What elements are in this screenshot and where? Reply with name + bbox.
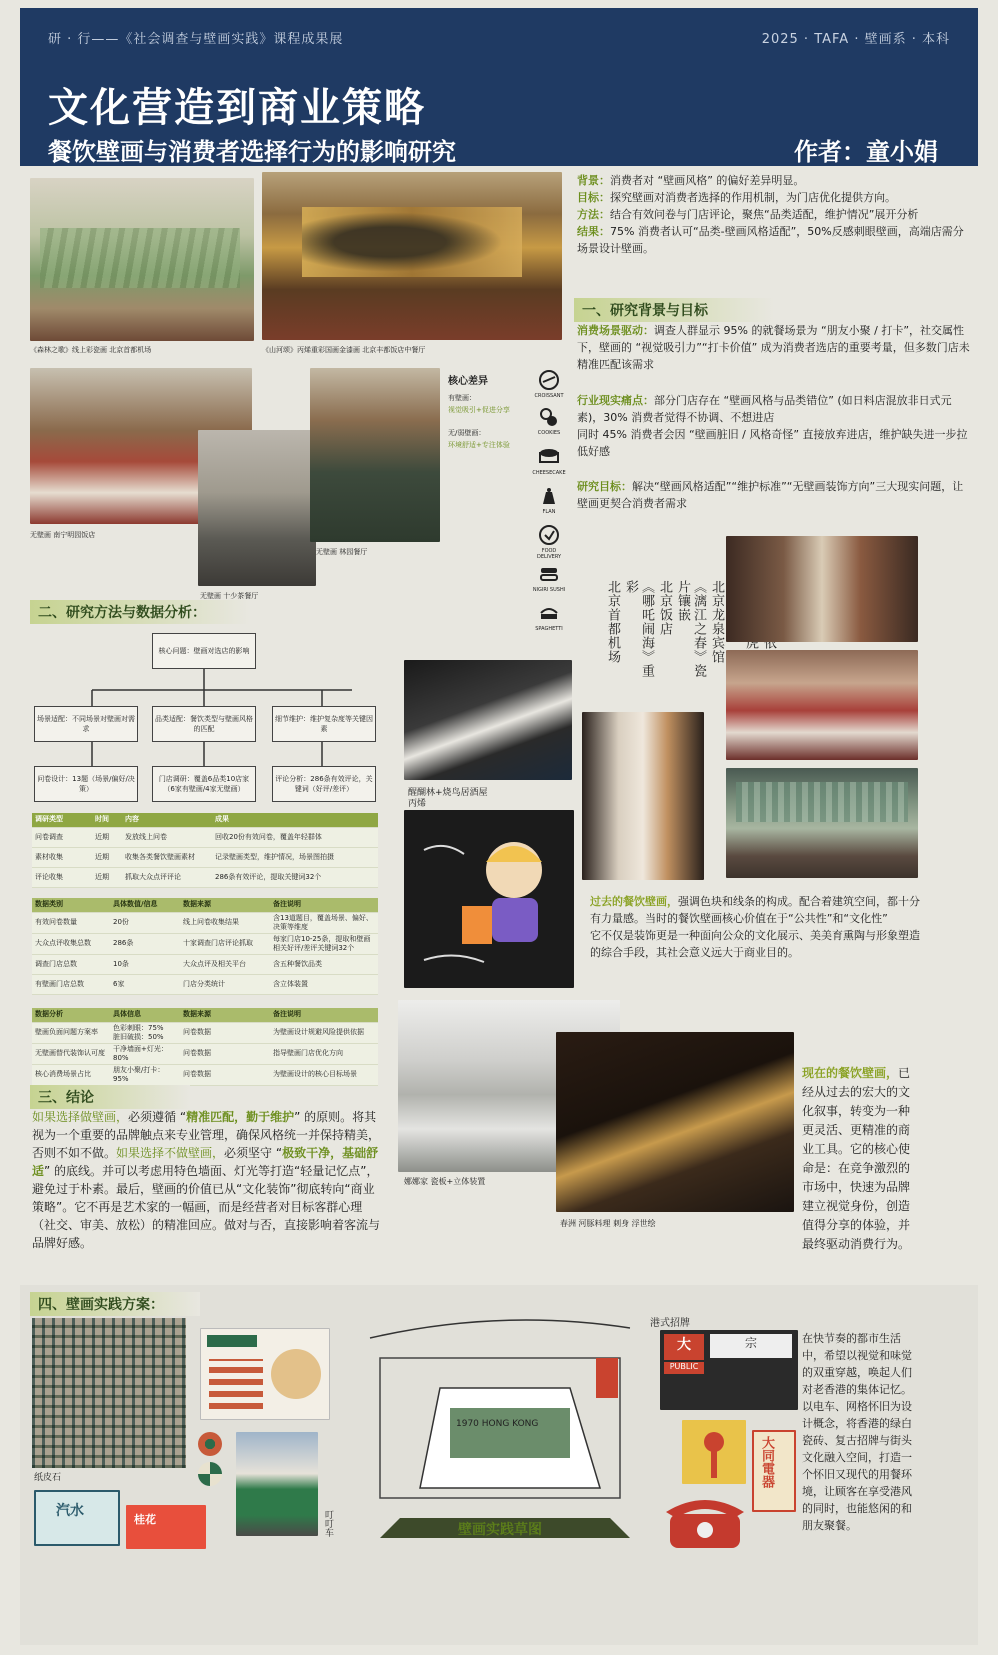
table-header: 数据分析 — [32, 1008, 110, 1022]
vcap-line: 北京龙泉宾馆 — [709, 580, 724, 664]
food-delivery-icon — [537, 523, 561, 547]
cookies-icon — [537, 405, 561, 429]
icon-label: NIGIRI SUSHI — [532, 587, 566, 593]
table-cell: 壁画负面问题方案率 — [32, 1022, 110, 1043]
conclusion-hl: 如果选择做壁画， — [32, 1110, 129, 1124]
flow-node: 场景适配：不同场景对壁画对需求 — [34, 706, 138, 742]
conclusion-hl: 精准匹配，勤于维护 — [186, 1110, 295, 1124]
photo-tiger-mural — [726, 536, 918, 642]
core-diff-without-label: 无/弱壁画： — [448, 429, 486, 437]
pattern-dot — [198, 1432, 222, 1456]
table-cell: 20份 — [110, 912, 180, 933]
vcap-line: 《漓江之春》瓷片镶嵌 — [675, 580, 706, 678]
photo-caption: 《森林之歌》线上彩瓷画 北京首都机场 — [30, 346, 152, 354]
section4-title: 四、壁画实践方案： — [30, 1292, 200, 1316]
table-header: 备注说明 — [270, 1008, 378, 1022]
photo-caption: 娜娜家 瓷板+立体装置 — [404, 1177, 486, 1186]
icon-label: FOOD DELIVERY — [536, 548, 562, 560]
table-cell: 色彩刺眼：75% 脏旧破损：50% — [110, 1022, 180, 1043]
section1-p2 — [577, 392, 973, 460]
section1-p3 — [577, 478, 973, 512]
table-row — [32, 867, 378, 887]
intro-block — [577, 172, 973, 257]
past-mural-text — [590, 893, 920, 961]
section3-title: 三、结论 — [30, 1085, 190, 1109]
table-header: 成果 — [212, 813, 378, 827]
photo-chalk-mural — [404, 810, 574, 988]
section1-title: 一、研究背景与目标 — [574, 298, 774, 322]
table-cell: 记录壁画类型，维护情况，场景图拍摄 — [212, 847, 378, 867]
table-cell: 286条有效评论，提取关键词32个 — [212, 867, 378, 887]
table-cell: 十家调查门店评论抓取 — [180, 933, 270, 954]
table-header: 时间 — [92, 813, 122, 827]
croissant-icon — [537, 368, 561, 392]
past-text1: 强调色块和线条的构成。配合着建筑空间，都十分有力量感。当时的餐饮壁画核心价值在于“公共性”和“文化性” — [590, 895, 920, 925]
core-diff-with-text: 视觉吸引+促进分享 — [448, 406, 510, 414]
table-row — [32, 912, 378, 933]
flow-node: 细节维护：维护复杂度等关键因素 — [272, 706, 376, 742]
photo-caption: 无壁画 南宁明园饭店 — [30, 531, 96, 539]
table-row — [32, 954, 378, 974]
table-cell: 核心消费场景占比 — [32, 1064, 110, 1085]
flow-node: 门店调研：覆盖6品类10店家（6家有壁画/4家无壁画） — [152, 766, 256, 802]
table-cell: 大众点评及相关平台 — [180, 954, 270, 974]
table-cell: 抓取大众点评评论 — [122, 867, 212, 887]
tram-label: 叮叮车 — [323, 1510, 333, 1537]
flow-node: 评论分析：286条有效评论，关键词（好评/差评） — [272, 766, 376, 802]
chalk-character-illustration — [404, 810, 574, 988]
soda-label-text: 汽水 — [56, 1503, 84, 1519]
flow-root: 核心问题：壁画对选店的影响 — [152, 633, 256, 669]
sketch-label: 壁画实践草图 — [458, 1522, 542, 1538]
table-cell: 含立体装置 — [270, 974, 378, 994]
table-cell: 调查门店总数 — [32, 954, 110, 974]
conclusion-text-part: 必须坚守 “ — [224, 1146, 283, 1160]
conclusion-text — [32, 1108, 384, 1252]
vcap-line: 北京首都机场 — [605, 580, 620, 664]
table-row — [32, 1064, 378, 1085]
intro-result-label: 结果： — [577, 225, 610, 238]
flan-icon — [537, 484, 561, 508]
core-diff-without-text: 环境舒适+专注体验 — [448, 441, 510, 449]
section4-description: 在快节奏的都市生活中，希望以视觉和味觉的双重穿越，唤起人们对老香港的集体记忆。以电车、网格怀旧为设计概念，将香港的绿白瓷砖、复古招牌与街头文化融入空间，打造一个怀旧又现代的用餐环境，让顾客在享受港风的同时，也能悠闲的和朋友聚餐。 — [802, 1332, 912, 1532]
table-row — [32, 974, 378, 994]
spaghetti-icon — [537, 601, 561, 625]
table-cell: 线上问卷收集结果 — [180, 912, 270, 933]
vcap-line: 《哪吒闹海》重彩 — [623, 580, 654, 678]
table-cell: 发放线上问卷 — [122, 827, 212, 847]
now-mural-text — [802, 1064, 920, 1254]
sign-text: 宗 — [710, 1334, 792, 1358]
table-header: 数据来源 — [180, 1008, 270, 1022]
data-table — [32, 898, 378, 995]
photo-caption: 无壁画 十少茶餐厅 — [200, 592, 259, 600]
table-cell: 每家门店10-25条，提取和壁画相关好评/差评关键词32个 — [270, 933, 378, 954]
soda-label — [34, 1490, 120, 1546]
now-label: 现在的餐饮壁画， — [802, 1066, 899, 1080]
poster-subtitle: 餐饮壁画与消费者选择行为的影响研究 — [48, 138, 456, 166]
table-header: 内容 — [122, 813, 212, 827]
photo-linyuan-restaurant — [310, 368, 440, 542]
table-cell: 回收20份有效问卷，覆盖年轻群体 — [212, 827, 378, 847]
photo-caption: 醒醐林+烧鸟居酒屋 丙烯 — [408, 788, 488, 809]
photo-caption: 《山河颂》丙烯重彩国画金漆画 北京丰都饭店中餐厅 — [262, 346, 426, 354]
exhibition-title: 研 · 行——《社会调查与壁画实践》课程成果展 — [48, 32, 344, 47]
flow-node: 品类适配：餐饮类型与壁画风格的匹配 — [152, 706, 256, 742]
cheesecake-icon — [537, 445, 561, 469]
table-cell: 为壁画设计规避风险提供依据 — [270, 1022, 378, 1043]
photo-lijiang-mural — [726, 650, 918, 760]
table-cell: 问卷数据 — [180, 1022, 270, 1043]
tile-label: 纸皮石 — [34, 1473, 62, 1483]
table-header: 具体信息 — [110, 1008, 180, 1022]
table-cell: 近期 — [92, 847, 122, 867]
p3-text: 解决“壁画风格适配”“维护标准”“无壁画装饰方向”三大现实问题，让壁画更契合消费者需求 — [577, 480, 964, 510]
table-cell: 有壁画门店总数 — [32, 974, 110, 994]
photo-caption: 无壁画 林园餐厅 — [316, 548, 368, 556]
intro-method-label: 方法： — [577, 208, 610, 221]
table-cell: 问卷调查 — [32, 827, 92, 847]
poster-header — [20, 8, 978, 166]
pattern-dot — [198, 1462, 222, 1486]
table-cell: 近期 — [92, 827, 122, 847]
intro-bg-label: 背景： — [577, 174, 610, 187]
table-header: 具体数值/信息 — [110, 898, 180, 912]
exhibition-year: 2025 · TAFA · 壁画系 · 本科 — [761, 32, 950, 47]
sign-text: PUBLIC — [664, 1362, 704, 1374]
intro-result-text: 75% 消费者认可“品类-壁画风格适配”，50%反感刺眼壁画，高端店需分场景设计壁画。 — [577, 225, 964, 255]
p1-text: 调查人群显示 95% 的就餐场景为 “朋友小聚 / 打卡”，社交属性下，壁画的 “视觉吸引力”“打卡价值” 成为消费者选店的重要考量，但多数门店未精准匹配该需求 — [577, 324, 970, 371]
photo-izakaya — [404, 660, 572, 780]
photo-tea-restaurant — [198, 430, 316, 586]
telephone-icon — [660, 1492, 750, 1552]
survey-table — [32, 813, 378, 888]
mural-sketch — [360, 1298, 650, 1538]
intro-goal-text: 探究壁画对消费者选择的作用机制，为门店优化提供方向。 — [610, 191, 896, 204]
analysis-table — [32, 1008, 378, 1086]
table-cell: 问卷数据 — [180, 1043, 270, 1064]
menu-collage — [200, 1328, 330, 1420]
conclusion-text-part: ” 的原则。将其视为一个重要的品牌触点来专业管理，确保风格统一并保持精美，否则不如不做。 — [32, 1110, 381, 1160]
table-cell: 无壁画替代装饰认可度 — [32, 1043, 110, 1064]
vcap-line: 北京饭店 — [657, 580, 672, 636]
intro-goal-label: 目标： — [577, 191, 610, 204]
sign-label: 港式招牌 — [650, 1318, 690, 1329]
icon-label: CHEESECAKE — [532, 470, 566, 476]
table-cell: 收集各类餐饮壁画素材 — [122, 847, 212, 867]
conclusion-text-part: 必须遵循 “ — [128, 1110, 187, 1124]
past-label: 过去的餐饮壁画， — [590, 895, 678, 908]
table-row — [32, 1022, 378, 1043]
intro-method-text: 结合有效问卷与门店评论，聚焦“品类适配，维护情况”展开分析 — [610, 208, 919, 221]
table-cell: 评论收集 — [32, 867, 92, 887]
p1-label: 消费场景驱动： — [577, 324, 654, 337]
icon-label: CROISSANT — [534, 393, 564, 399]
table-cell: 10条 — [110, 954, 180, 974]
table-header: 数据类别 — [32, 898, 110, 912]
table-cell: 为壁画设计的核心目标场景 — [270, 1064, 378, 1085]
table-cell: 干净墙面+灯光：80% — [110, 1043, 180, 1064]
table-cell: 门店分类统计 — [180, 974, 270, 994]
table-row — [32, 847, 378, 867]
photo-caption: 春洲 河豚料理 刺身 浮世绘 — [560, 1219, 656, 1228]
photo-hk-tram — [236, 1432, 318, 1536]
sign-text: 大 — [664, 1334, 704, 1360]
p2-text: 部分门店存在 “壁画风格与品类错位” (如日料店混放非日式元素)，30% 消费者觉得不协调、不想进店 同时 45% 消费者会因 “壁画脏旧 / 风格奇怪” 直接放弃进店，维护缺失进一步拉低好感 — [577, 394, 968, 458]
p2-label: 行业现实痛点： — [577, 394, 654, 407]
table-row — [32, 933, 378, 954]
photo-nezha-mural — [726, 768, 918, 878]
table-row — [32, 827, 378, 847]
table-cell: 指导壁画门店优化方向 — [270, 1043, 378, 1064]
electrical-sign — [752, 1430, 796, 1512]
icon-label: FLAN — [542, 509, 556, 515]
icon-label: COOKIES — [537, 430, 561, 436]
table-header: 调研类型 — [32, 813, 92, 827]
nigiri-sushi-icon — [537, 562, 561, 586]
hk-signs — [660, 1330, 798, 1410]
p3-label: 研究目标： — [577, 480, 632, 493]
table-cell: 含五种餐饮品类 — [270, 954, 378, 974]
photo-pillar — [582, 712, 704, 880]
conclusion-hl: 如果选择不做壁画， — [116, 1146, 225, 1160]
key-icon — [682, 1420, 746, 1484]
table-header: 备注说明 — [270, 898, 378, 912]
now-text: 已经从过去的宏大的文化叙事，转变为一种更灵活、更精准的商业工具。它的核心使命是：在竞争激烈的市场中，快速为品牌建立视觉身份，创造值得分享的体验，并最终驱动消费行为。 — [802, 1066, 911, 1251]
past-text2: 它不仅是装饰更是一种面向公众的文化展示、美美育熏陶与形象塑造的综合手段，其社会意义远大于商业目的。 — [590, 929, 920, 959]
table-cell: 问卷数据 — [180, 1064, 270, 1085]
core-diff-with-label: 有壁画： — [448, 394, 476, 402]
section1-p1 — [577, 322, 973, 373]
key-sign — [682, 1420, 746, 1484]
photo-pufferfish-restaurant — [556, 1032, 794, 1212]
icon-label: SPAGHETTI — [535, 626, 563, 632]
poster-title: 文化营造到商业策略 — [48, 85, 426, 131]
intro-bg-text: 消费者对 “壁画风格” 的偏好差异明显。 — [610, 174, 805, 187]
table-cell: 大众点评收集总数 — [32, 933, 110, 954]
table-cell: 有效问卷数量 — [32, 912, 110, 933]
conclusion-text-part: ” 的底线。并可以考虑用特色墙面、灯光等打造“轻量记忆点”，避免过于朴素。最后，壁画的价值已从“文化装饰”彻底转向“商业策略”。它不再是艺术家的一幅画，而是经营者对目标客群心理（社交、审美、放松）的精准回应。做对与否，直接影响着客流与品牌好感。 — [32, 1164, 381, 1250]
mosaic-tile-samples — [32, 1318, 186, 1468]
table-cell: 近期 — [92, 867, 122, 887]
photo-mountain-mural — [262, 172, 562, 340]
section2-title: 二、研究方法与数据分析： — [30, 600, 250, 624]
osmanthus-label-text: 桂花 — [134, 1513, 156, 1526]
photo-forest-mural — [30, 178, 254, 341]
flow-node: 问卷设计：13题（场景/偏好/决策） — [34, 766, 138, 802]
core-diff-title: 核心差异 — [448, 376, 488, 387]
table-cell: 朋友小聚/打卡：95% — [110, 1064, 180, 1085]
author: 作者：童小娟 — [794, 138, 938, 166]
osmanthus-label — [126, 1505, 206, 1549]
table-cell: 286条 — [110, 933, 180, 954]
table-cell: 6家 — [110, 974, 180, 994]
table-row — [32, 1043, 378, 1064]
table-cell: 含13道题目，覆盖场景、偏好、决策等维度 — [270, 912, 378, 933]
table-header: 数据来源 — [180, 898, 270, 912]
sign-text: 大同電器 — [759, 1436, 774, 1488]
sketch-tram-text: 1970 HONG KONG — [456, 1419, 539, 1429]
conclusion-hl: 极致干净，基础舒适 — [32, 1146, 379, 1178]
table-cell: 素材收集 — [32, 847, 92, 867]
